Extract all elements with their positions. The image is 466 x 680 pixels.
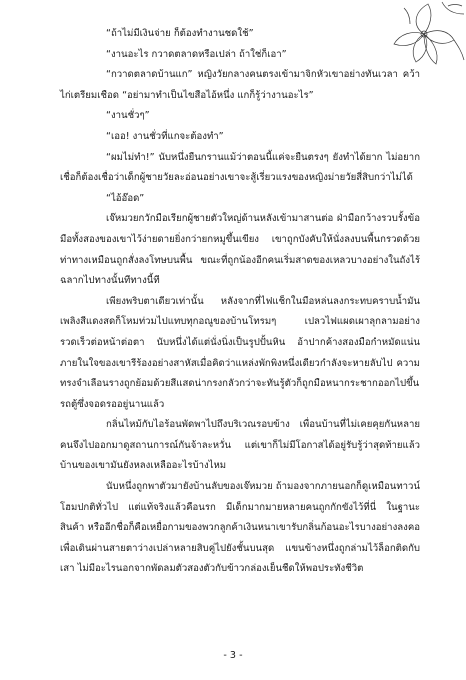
paragraph: “เออ! งานชั่วที่แกจะต้องทำ” <box>106 130 224 142</box>
paragraph: เจ๊หมวยกวักมือเรียกผู้ชายตัวใหญ่ด้านหลังเข้ามาสานต่อ ฝ่ามือกว้างรวบรั้งข้อมือทั้งสองของเขาไว้ง่ายดายยิ่งกว่ายกหมูขึ้นเขียง เขาถูกบังคับให้นั่งลงบนพื้นกรวดด้วยท่าทางเหมือนถูกสั่งลงโทษบนพื้น ขณะที่ถูกน้องอีกคนเริ่มสาดของเหลวบางอย่างในถังไร้ฉลากไปทางนั้นทีทางนี้ที <box>60 213 420 287</box>
paragraph: “กวาดตลาดบ้านแก” หญิงวัยกลางคนตรงเข้ามาจิกหัวเขาอย่างทันเวลา คว้าไก่เตรียมเชือด “อย่ามาทำเป็นไขสือไอ้หนึ่ง แกก็รู้ว่างานอะไร” <box>60 69 420 101</box>
paragraph: นับหนึ่งถูกพาตัวมายังบ้านลับของเจ๊หมวย ถ้ามองจากภายนอกก็ดูเหมือนทาวน์โฮมปกติทั่วไป แต่แท้จริงแล้วคือนรก มีเด็กมากมายหลายคนถูกกักขังไว้ที่นี่ ในฐานะสินค้า หรืออีกชื่อก็คือเหยื่อกามของพวกลูกค้าเงินหนาเขารับกลิ่นก้อนอะไรบางอย่างลงคอเพื่อเดินผ่านสายตาว่างเปล่าหลายสิบคู่ไปยังชั้นบนสุด แขนข้างหนึ่งถูกล่ามไว้ล็อกติดกับเสา ไม่มีอะไรนอกจากพัดลมตัวสองตัวกับข้าวกล่องเย็นชืดให้พอประทังชีวิต <box>60 481 420 575</box>
paragraph: เพียงพริบตาเดียวเท่านั้น หลังจากที่ไฟแช็กในมือหล่นลงกระทบคราบน้ำมัน เพลิงสีแดงสดก็โหมท่วมไปแทบทุกอณูของบ้านโทรมๆ เปลวไฟแผดเผาลุกลามอย่างรวดเร็วต่อหน้าต่อตา นับหนึ่งได้แต่นั่งนิ่งเป็นรูปปั้นหิน อ้าปากค้างสองมือกำหมัดแน่น ภายในใจของเขารีร้องอย่างสาหัสเมื่อคิดว่าแหล่งพักพิงหนึ่งเดียวกำลังจะหายลับไป ความทรงจำเลือนรางถูกย้อมด้วยสีแสดน่ากรงกลัวกว่าจะทันรู้ตัวก็ถูกมือหนากระชากออกไปขึ้นรถตู้ซึ่งจอดรออยู่นานแล้ว <box>60 295 420 410</box>
paragraph: “ถ้าไม่มีเงินจ่าย ก็ต้องทำงานชดใช้” <box>106 28 254 39</box>
paragraph: “ไอ้อ๊อด” <box>106 192 145 204</box>
paragraph: “ผมไม่ทำ!” นับหนึ่งยืนกรานแม้ว่าตอนนี้แค่จะยืนตรงๆ ยังทำได้ยาก ไม่อยากเชื่อก็ต้องเชื่อว่าเด็กผู้ชายวัยละอ่อนอย่างเขาจะสู้เรี่ยวแรงของหญิงม่ายวัยสี่สิบกว่าไม่ได้ <box>60 151 420 184</box>
story-text <box>60 24 420 580</box>
paragraph: “งานชั่วๆ” <box>106 110 150 122</box>
page-number: - 3 - <box>223 650 243 661</box>
paragraph: “งานอะไร กวาดตลาดหรือเปล่า ถ้าใช่ก็เอา” <box>106 48 287 60</box>
paragraph: กลิ่นไหม้กับไอร้อนพัดพาไปถึงบริเวณรอบข้าง เพื่อนบ้านที่ไม่เคยคุยกันหลายคนจึงไปออกมาดูสถานการณ์กันจ้าละหวั่น แต่เขาก็ไม่มีโอกาสได้อยู่รับรู้ว่าสุดท้ายแล้วบ้านของเขามันยังหลงเหลืออะไรบ้างไหม <box>60 419 420 472</box>
